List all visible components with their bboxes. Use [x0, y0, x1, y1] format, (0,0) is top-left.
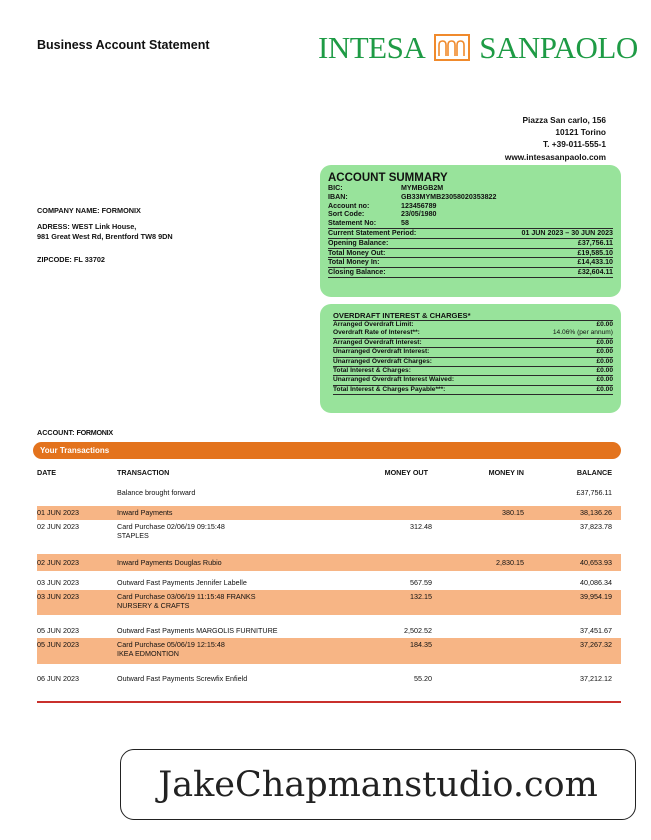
- row-label: Total Money In:: [328, 258, 380, 267]
- cell-date: 02 JUN 2023: [37, 522, 79, 531]
- cell-balance: 37,823.78: [580, 522, 612, 531]
- cell-transaction: Balance brought forward: [117, 488, 196, 497]
- column-header-transaction: TRANSACTION: [117, 468, 170, 477]
- cell-money-in: 2,830.15: [496, 558, 524, 567]
- cell-transaction: Card Purchase 02/06/19 09:15:48: [117, 522, 225, 531]
- summary-field: [328, 202, 613, 211]
- summary-row: [328, 228, 613, 239]
- cell-transaction: Outward Fast Payments MARGOLIS FURNITURE: [117, 626, 278, 635]
- cell-money-out: 132.15: [410, 592, 432, 601]
- cell-transaction-line2: NURSERY & CRAFTS: [117, 601, 190, 610]
- table-end-divider: [37, 701, 621, 703]
- row-value: £19,585.10: [577, 248, 613, 257]
- row-value: £14,433.10: [577, 258, 613, 267]
- summary-field: [328, 219, 613, 228]
- table-row: [37, 590, 621, 615]
- row-label: Total Interest & Charges:: [333, 367, 411, 375]
- address-line: T. +39-011-555-1: [543, 139, 606, 150]
- field-label: Account no:: [328, 201, 370, 210]
- overdraft-row: [333, 376, 613, 385]
- summary-row: [328, 249, 613, 259]
- row-label: Overdraft Rate of Interest**:: [333, 329, 420, 337]
- cell-transaction: Card Purchase 03/06/19 11:15:48 FRANKS: [117, 592, 256, 601]
- cell-balance: 37,451.67: [580, 626, 612, 635]
- cell-transaction-line2: STAPLES: [117, 531, 149, 540]
- cell-balance: 40,086.34: [580, 578, 612, 587]
- row-label: Current Statement Period:: [328, 228, 417, 237]
- table-row: [37, 554, 621, 571]
- cell-balance: 39,954.19: [580, 592, 612, 601]
- field-label: BIC:: [328, 184, 343, 192]
- column-header-money-out: MONEY OUT: [384, 468, 428, 477]
- summary-field: [328, 210, 613, 219]
- account-summary-title: ACCOUNT SUMMARY: [328, 172, 448, 184]
- row-label: Opening Balance:: [328, 238, 389, 247]
- field-value: 23/05/1980: [401, 210, 437, 219]
- column-header-money-in: MONEY IN: [488, 468, 524, 477]
- cell-transaction: Outward Fast Payments Jennifer Labelle: [117, 578, 247, 587]
- cell-money-out: 567.59: [410, 578, 432, 587]
- column-header-balance: BALANCE: [576, 468, 612, 477]
- bank-logo: [318, 30, 638, 64]
- column-header-date: DATE: [37, 468, 57, 477]
- brand-mark-icon: [434, 34, 470, 61]
- cell-transaction: Outward Fast Payments Screwfix Enfield: [117, 674, 248, 683]
- row-label: Arranged Overdraft Limit:: [333, 321, 414, 328]
- table-row: [37, 506, 621, 520]
- field-label: Statement No:: [328, 219, 377, 228]
- overdraft-row: [333, 329, 613, 338]
- bank-website: www.intesasanpaolo.com: [504, 151, 606, 162]
- table-row: [37, 672, 621, 686]
- account-label-prefix: ACCOUNT:: [37, 428, 75, 437]
- row-label: Arranged Overdraft Interest:: [333, 338, 422, 346]
- brand-right: SANPAOLO: [479, 29, 638, 65]
- field-value: 58: [401, 219, 409, 228]
- overdraft-box: [320, 304, 621, 413]
- row-value: £0.00: [596, 321, 613, 328]
- overdraft-row: [333, 358, 613, 367]
- row-value: £0.00: [596, 385, 613, 393]
- cell-balance: £37,756.11: [576, 488, 612, 497]
- company-address-line: ADRESS: WEST Link House,: [37, 222, 137, 232]
- row-value: £0.00: [596, 338, 613, 346]
- cell-money-out: 2,502.52: [404, 626, 432, 635]
- row-label: Total Interest & Charges Payable***:: [333, 385, 446, 393]
- cell-transaction: Inward Payments: [117, 508, 173, 517]
- overdraft-title: OVERDRAFT INTEREST & CHARGES*: [333, 311, 613, 321]
- field-label: Sort Code:: [328, 210, 365, 219]
- company-address-line: 981 Great West Rd, Brentford TW8 9DN: [37, 231, 173, 241]
- account-name: FORMONIX: [76, 428, 113, 437]
- row-value: £0.00: [596, 348, 613, 356]
- account-label: [37, 428, 113, 437]
- transactions-header-bar: Your Transactions: [33, 442, 621, 459]
- table-row: [37, 486, 621, 500]
- row-label: Unarranged Overdraft Charges:: [333, 357, 432, 365]
- cell-date: 03 JUN 2023: [37, 578, 79, 587]
- cell-transaction: Inward Payments Douglas Rubio: [117, 558, 222, 567]
- overdraft-row: [333, 367, 613, 376]
- cell-transaction-line2: IKEA EDMONTION: [117, 649, 179, 658]
- cell-balance: 37,267.32: [580, 640, 612, 649]
- row-value: £0.00: [596, 376, 613, 384]
- cell-date: 01 JUN 2023: [37, 508, 79, 517]
- row-value: £37,756.11: [577, 238, 613, 247]
- overdraft-row: [333, 339, 613, 348]
- company-name: COMPANY NAME: FORMONIX: [37, 206, 141, 215]
- cell-date: 06 JUN 2023: [37, 674, 79, 683]
- summary-field: [328, 184, 613, 193]
- summary-field: [328, 193, 613, 202]
- cell-date: 02 JUN 2023: [37, 558, 79, 567]
- cell-money-out: 55.20: [414, 674, 432, 683]
- row-value: £32,604.11: [577, 268, 613, 277]
- cell-money-out: 184.35: [410, 640, 432, 649]
- cell-balance: 40,653.93: [580, 558, 612, 567]
- bank-address: [406, 114, 606, 163]
- company-details: [37, 206, 173, 265]
- address-line: 10121 Torino: [555, 127, 606, 138]
- cell-date: 05 JUN 2023: [37, 640, 79, 649]
- watermark-text: JakeChapmanstudio.com: [158, 764, 598, 805]
- summary-row: [328, 258, 613, 268]
- cell-date: 05 JUN 2023: [37, 626, 79, 635]
- row-value: 01 JUN 2023 – 30 JUN 2023: [521, 228, 613, 237]
- table-row: [37, 638, 621, 664]
- row-label: Closing Balance:: [328, 268, 386, 277]
- row-value: 14.06% (per annum): [552, 329, 613, 337]
- cell-money-in: 380.15: [502, 508, 524, 517]
- summary-row: [328, 268, 613, 278]
- row-value: £0.00: [596, 367, 613, 375]
- overdraft-row: [333, 386, 613, 395]
- field-value: GB33MYMB23058020353822: [401, 192, 497, 201]
- cell-balance: 37,212.12: [580, 674, 612, 683]
- field-value: 123456789: [401, 201, 437, 210]
- row-label: Unarranged Overdraft Interest:: [333, 348, 430, 356]
- field-value: MYMBGB2M: [401, 184, 444, 192]
- row-label: Total Money Out:: [328, 248, 386, 257]
- table-row: [37, 624, 621, 638]
- watermark-banner: [120, 749, 636, 820]
- cell-balance: 38,136.26: [580, 508, 612, 517]
- summary-row: [328, 239, 613, 249]
- table-row: [37, 576, 621, 590]
- cell-money-out: 312.48: [410, 522, 432, 531]
- overdraft-row: [333, 348, 613, 357]
- row-value: £0.00: [596, 357, 613, 365]
- cell-date: 03 JUN 2023: [37, 592, 79, 601]
- address-line: Piazza San carlo, 156: [522, 115, 606, 125]
- brand-left: INTESA: [318, 29, 426, 65]
- company-zipcode: ZIPCODE: FL 33702: [37, 255, 105, 265]
- row-label: Unarranged Overdraft Interest Waived:: [333, 376, 455, 384]
- field-label: IBAN:: [328, 192, 348, 201]
- table-row: [37, 520, 621, 544]
- cell-transaction: Card Purchase 05/06/19 12:15:48: [117, 640, 225, 649]
- overdraft-row: [333, 321, 613, 329]
- document-title: Business Account Statement: [37, 38, 210, 52]
- account-summary-box: [320, 165, 621, 297]
